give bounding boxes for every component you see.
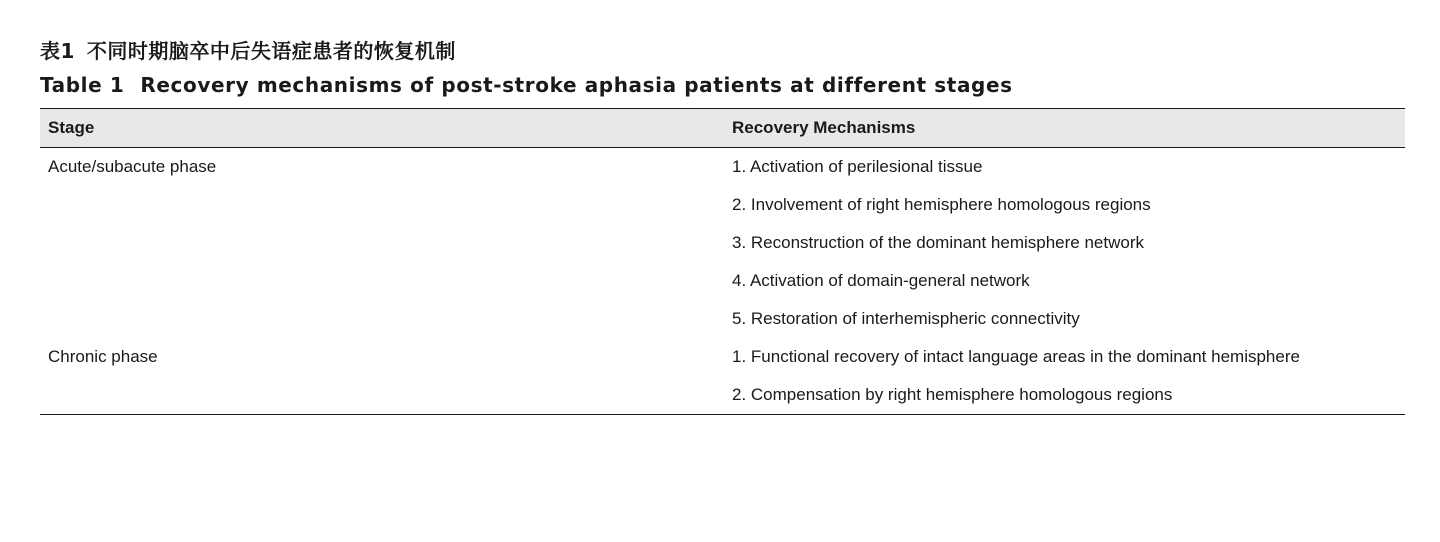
table-row xyxy=(40,262,1405,300)
mechanism-cell: 4. Activation of domain-general network xyxy=(732,271,1030,290)
stage-cell: Chronic phase xyxy=(48,347,158,366)
mechanism-cell: 1. Activation of perilesional tissue xyxy=(732,157,983,176)
column-header-stage: Stage xyxy=(40,109,724,148)
table-caption-english: Recovery mechanisms of post-stroke aphasia patients at different stages xyxy=(140,73,1013,97)
table-number-chinese: 表1 xyxy=(40,39,75,63)
mechanism-cell: 5. Restoration of interhemispheric connectivity xyxy=(732,309,1080,328)
stage-cell xyxy=(40,376,724,415)
mechanism-cell: 2. Compensation by right hemisphere homologous regions xyxy=(732,385,1173,404)
table-title-english xyxy=(40,72,1405,98)
table-row xyxy=(40,186,1405,224)
table-row xyxy=(40,338,1405,376)
table-row xyxy=(40,300,1405,338)
table-number-english: Table 1 xyxy=(40,73,125,97)
stage-cell: Acute/subacute phase xyxy=(48,157,217,176)
stage-cell xyxy=(40,262,724,300)
stage-cell xyxy=(40,186,724,224)
recovery-mechanisms-table xyxy=(40,108,1405,415)
table-row xyxy=(40,148,1405,187)
table-header-row xyxy=(40,109,1405,148)
mechanism-cell: 2. Involvement of right hemisphere homologous regions xyxy=(732,195,1151,214)
mechanism-cell: 3. Reconstruction of the dominant hemisphere network xyxy=(732,233,1145,252)
column-header-recovery-mechanisms: Recovery Mechanisms xyxy=(724,109,1405,148)
table-caption-chinese: 不同时期脑卒中后失语症患者的恢复机制 xyxy=(86,39,456,63)
mechanism-cell: 1. Functional recovery of intact language areas in the dominant hemisphere xyxy=(732,347,1300,366)
table-row xyxy=(40,224,1405,262)
table-row xyxy=(40,376,1405,415)
stage-cell xyxy=(40,300,724,338)
stage-cell xyxy=(40,224,724,262)
table-figure xyxy=(40,38,1405,415)
table-title-chinese xyxy=(40,38,1405,64)
